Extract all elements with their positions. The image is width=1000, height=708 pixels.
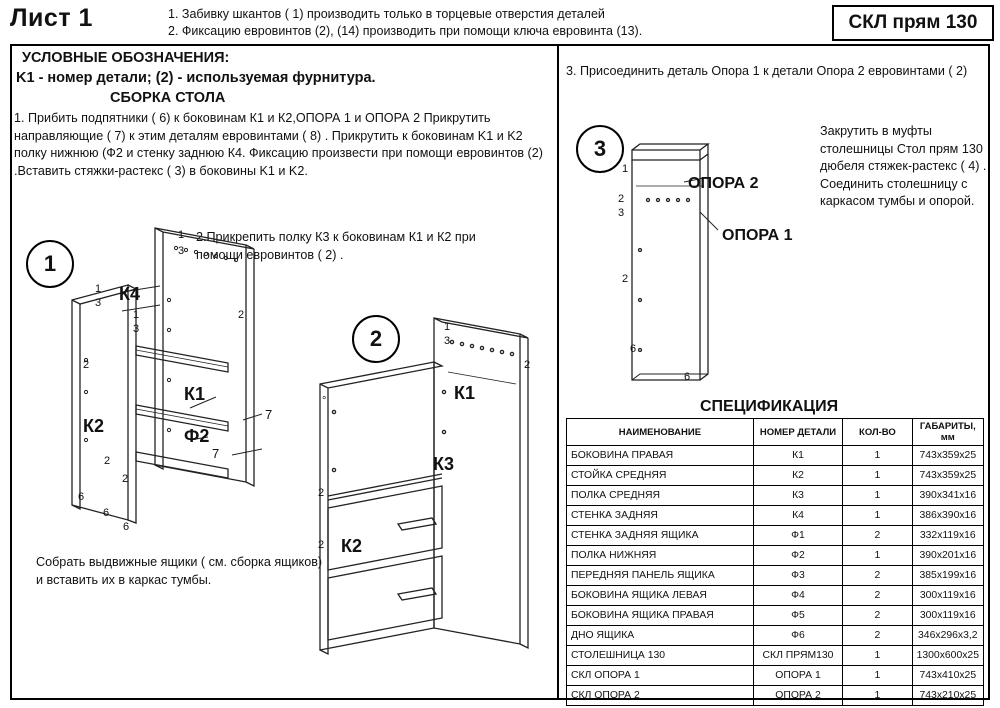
label-hw-7a: 7 bbox=[265, 407, 273, 422]
svg-text:2: 2 bbox=[622, 273, 629, 285]
label-k3: К3 bbox=[433, 454, 454, 474]
svg-text:3: 3 bbox=[95, 297, 102, 309]
spec-title: СПЕЦИФИКАЦИЯ bbox=[700, 398, 839, 415]
cell-name: СКЛ ОПОРА 1 bbox=[567, 666, 754, 686]
svg-text:3: 3 bbox=[618, 207, 625, 219]
cell-name: БОКОВИНА ЯЩИКА ПРАВАЯ bbox=[567, 606, 754, 626]
table-row bbox=[567, 446, 984, 466]
svg-text:6: 6 bbox=[103, 507, 110, 519]
svg-text:3: 3 bbox=[133, 323, 140, 335]
cell-name: ДНО ЯЩИКА bbox=[567, 626, 754, 646]
cell-num: Ф4 bbox=[753, 586, 843, 606]
svg-text:3: 3 bbox=[444, 335, 451, 347]
cell-dim: 743х410х25 bbox=[912, 666, 983, 686]
cell-dim: 346х296х3,2 bbox=[912, 626, 983, 646]
svg-text:2: 2 bbox=[83, 359, 90, 371]
cell-qty: 2 bbox=[843, 626, 912, 646]
cell-num: Ф6 bbox=[753, 626, 843, 646]
svg-text:6: 6 bbox=[630, 343, 637, 355]
table-row bbox=[567, 666, 984, 686]
cell-name: СТЕНКА ЗАДНЯЯ ЯЩИКА bbox=[567, 526, 754, 546]
svg-text:1: 1 bbox=[622, 163, 629, 175]
cell-dim: 332х119х16 bbox=[912, 526, 983, 546]
step-badge-2: 2 bbox=[352, 315, 400, 363]
cell-dim: 300х119х16 bbox=[912, 586, 983, 606]
cell-num: Ф5 bbox=[753, 606, 843, 626]
svg-text:1: 1 bbox=[178, 229, 185, 241]
cell-num: К1 bbox=[753, 446, 843, 466]
cell-name: ПЕРЕДНЯЯ ПАНЕЛЬ ЯЩИКА bbox=[567, 566, 754, 586]
cell-num: Ф2 bbox=[753, 546, 843, 566]
cell-qty: 2 bbox=[843, 526, 912, 546]
sheet-title: Лист 1 bbox=[10, 4, 93, 32]
cell-dim: 743х210х25 bbox=[912, 686, 983, 706]
cell-name: БОКОВИНА ПРАВАЯ bbox=[567, 446, 754, 466]
step-2-text: 2.Прикрепить полку К3 к боковинам К1 и К2 при помощи евровинтов ( 2) . bbox=[196, 230, 476, 262]
legend-line: K1 - номер детали; (2) - используемая фурнитура. bbox=[16, 70, 376, 86]
cell-qty: 1 bbox=[843, 666, 912, 686]
svg-text:6: 6 bbox=[123, 521, 130, 533]
legend-title: УСЛОВНЫЕ ОБОЗНАЧЕНИЯ: bbox=[22, 50, 230, 66]
cell-qty: 2 bbox=[843, 566, 912, 586]
label-k1-left: К1 bbox=[184, 384, 205, 404]
svg-text:2: 2 bbox=[318, 487, 325, 499]
label-opora-1: ОПОРА 1 bbox=[722, 227, 793, 244]
svg-text:2: 2 bbox=[618, 193, 625, 205]
header-notes bbox=[168, 6, 758, 40]
table-row bbox=[567, 466, 984, 486]
table-row bbox=[567, 546, 984, 566]
table-row bbox=[567, 686, 984, 706]
cell-num: ОПОРА 1 bbox=[753, 666, 843, 686]
cell-name: СТОЛЕШНИЦА 130 bbox=[567, 646, 754, 666]
cell-num: СКЛ ПРЯМ130 bbox=[753, 646, 843, 666]
col-part-number: НОМЕР ДЕТАЛИ bbox=[753, 419, 843, 446]
column-divider bbox=[557, 44, 559, 700]
cell-num: Ф3 bbox=[753, 566, 843, 586]
cell-dim: 300х119х16 bbox=[912, 606, 983, 626]
cell-num: Ф1 bbox=[753, 526, 843, 546]
cell-dim: 390х341х16 bbox=[912, 486, 983, 506]
cell-num: К3 bbox=[753, 486, 843, 506]
svg-text:2: 2 bbox=[238, 309, 245, 321]
cell-name: СТОЙКА СРЕДНЯЯ bbox=[567, 466, 754, 486]
cell-num: К4 bbox=[753, 506, 843, 526]
step-badge-1: 1 bbox=[26, 240, 74, 288]
header-note-2: 2. Фиксацию евровинтов (2), (14) производить при помощи ключа евровинта (13). bbox=[168, 24, 643, 38]
cell-dim: 390х201х16 bbox=[912, 546, 983, 566]
step-3-text: 3. Присоединить деталь Опора 1 к детали Опора 2 евровинтами ( 2) bbox=[566, 64, 968, 78]
specification-table bbox=[566, 418, 984, 706]
col-qty: КОЛ-ВО bbox=[843, 419, 912, 446]
svg-text:2: 2 bbox=[318, 539, 325, 551]
table-row bbox=[567, 486, 984, 506]
col-name: НАИМЕНОВАНИЕ bbox=[567, 419, 754, 446]
svg-text:6: 6 bbox=[684, 371, 691, 383]
table-row bbox=[567, 566, 984, 586]
cell-name: БОКОВИНА ЯЩИКА ЛЕВАЯ bbox=[567, 586, 754, 606]
label-f2: Ф2 bbox=[184, 426, 210, 446]
label-k4: К4 bbox=[119, 284, 140, 304]
label-k2-left: К2 bbox=[83, 416, 104, 436]
cell-name: СКЛ ОПОРА 2 bbox=[567, 686, 754, 706]
header-note-1: 1. Забивку шкантов ( 1) производить только в торцевые отверстия деталей bbox=[168, 7, 605, 21]
table-row bbox=[567, 526, 984, 546]
cell-name: СТЕНКА ЗАДНЯЯ bbox=[567, 506, 754, 526]
product-code-box: СКЛ прям 130 bbox=[832, 5, 994, 41]
cell-dim: 743х359х25 bbox=[912, 466, 983, 486]
svg-text:1: 1 bbox=[133, 309, 140, 321]
cell-qty: 1 bbox=[843, 646, 912, 666]
svg-text:2: 2 bbox=[122, 473, 129, 485]
cell-name: ПОЛКА НИЖНЯЯ bbox=[567, 546, 754, 566]
label-opora-2: ОПОРА 2 bbox=[688, 175, 759, 192]
cell-qty: 2 bbox=[843, 606, 912, 626]
table-row bbox=[567, 606, 984, 626]
cell-qty: 1 bbox=[843, 506, 912, 526]
cell-qty: 1 bbox=[843, 446, 912, 466]
cell-name: ПОЛКА СРЕДНЯЯ bbox=[567, 486, 754, 506]
cell-qty: 1 bbox=[843, 486, 912, 506]
svg-text:1: 1 bbox=[95, 283, 102, 295]
cell-dim: 743х359х25 bbox=[912, 446, 983, 466]
cell-qty: 1 bbox=[843, 546, 912, 566]
cell-qty: 1 bbox=[843, 466, 912, 486]
col-dimensions: ГАБАРИТЫ, мм bbox=[912, 419, 983, 446]
step-1-text: 1. Прибить подпятники ( 6) к боковинам К1 и К2,ОПОРА 1 и ОПОРА 2 Прикрутить направляющие ( 7) к этим деталям евровинтами ( 8) . Прикрутить к боковинам K1 и K2 полку нижнюю (Ф2 и стенку заднюю К4. Фиксацию произвести при помощи евровинтов (2) .Вставить стяжки-растекс ( 3) в боковины K1 и K2. bbox=[14, 111, 543, 178]
table-row bbox=[567, 626, 984, 646]
cell-dim: 386х390х16 bbox=[912, 506, 983, 526]
cell-qty: 1 bbox=[843, 686, 912, 706]
table-header-row bbox=[567, 419, 984, 446]
step-badge-3: 3 bbox=[576, 125, 624, 173]
svg-text:6: 6 bbox=[78, 491, 85, 503]
cell-qty: 2 bbox=[843, 586, 912, 606]
cell-num: ОПОРА 2 bbox=[753, 686, 843, 706]
spec-table-body bbox=[567, 446, 984, 706]
label-k1-right: К1 bbox=[454, 383, 475, 403]
svg-text:°: ° bbox=[322, 395, 327, 407]
cell-num: К2 bbox=[753, 466, 843, 486]
svg-text:1: 1 bbox=[444, 321, 451, 333]
label-hw-7b: 7 bbox=[212, 446, 220, 461]
svg-text:3: 3 bbox=[178, 245, 185, 257]
drawer-note-text: Собрать выдвижные ящики ( см. сборка ящиков) и вставить их в каркас тумбы. bbox=[36, 555, 323, 587]
svg-text:2: 2 bbox=[524, 359, 531, 371]
worktop-note-text: Закрутить в муфты столешницы Стол прям 130 дюбеля стяжек-растекс ( 4) . Соединить столешницу с каркасом тумбы и опорой. bbox=[820, 124, 987, 208]
label-k2-right: К2 bbox=[341, 536, 362, 556]
table-row bbox=[567, 586, 984, 606]
table-row bbox=[567, 646, 984, 666]
table-row bbox=[567, 506, 984, 526]
svg-text:2: 2 bbox=[104, 455, 111, 467]
assembly-title: СБОРКА СТОЛА bbox=[110, 90, 226, 106]
cell-dim: 1300х600х25 bbox=[912, 646, 983, 666]
cell-dim: 385х199х16 bbox=[912, 566, 983, 586]
